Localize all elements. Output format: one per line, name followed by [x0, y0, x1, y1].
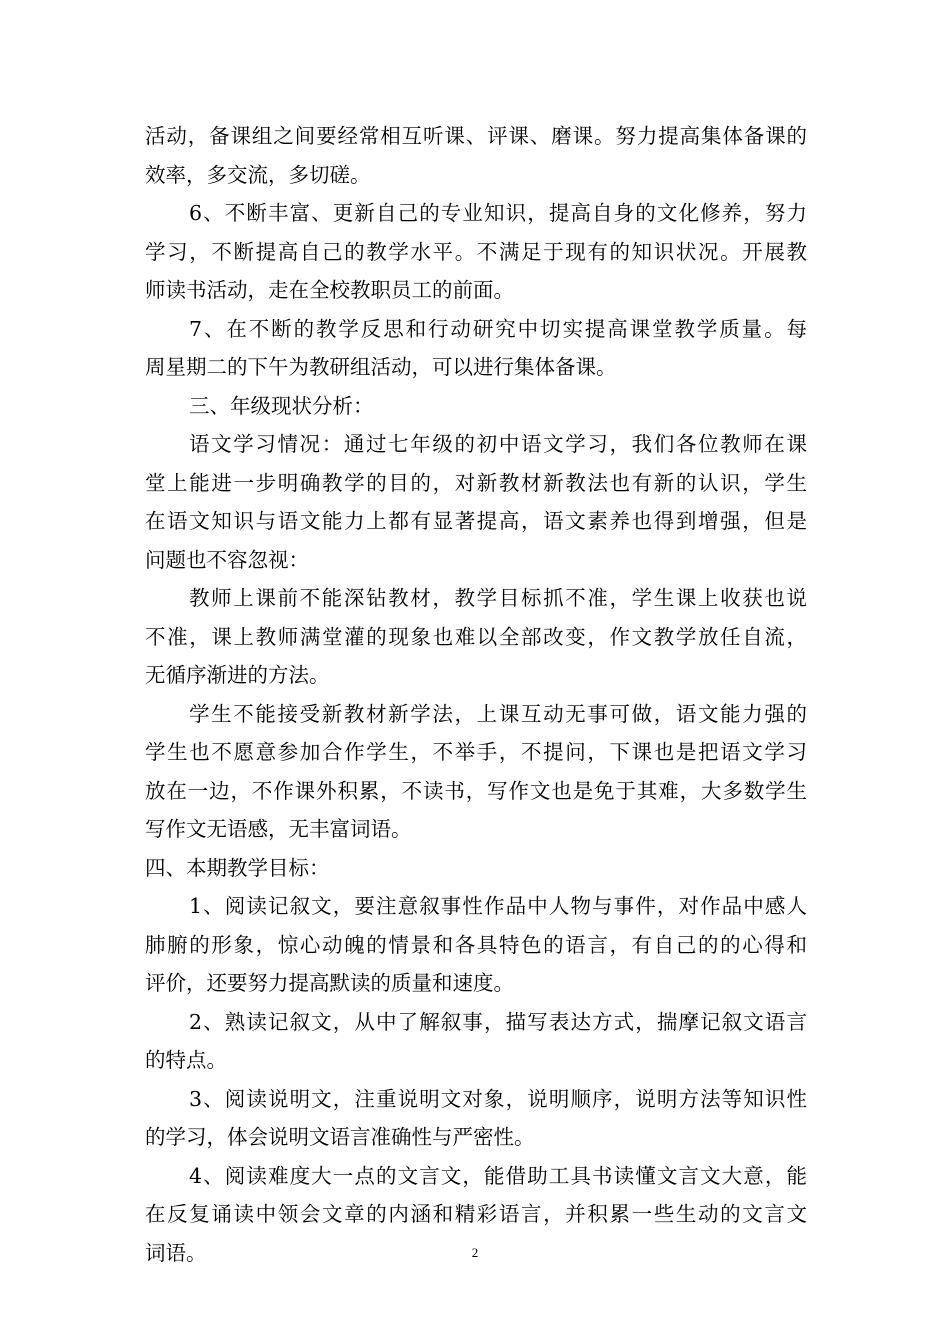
- text-line: 在语文知识与语文能力上都有显著提高，语文素养也得到增强，但是: [145, 509, 807, 533]
- text-line: 2、熟读记叙文，从中了解叙事，描写表达方式，揣摩记叙文语言: [189, 1009, 807, 1034]
- text-line: 的学习，体会说明文语言准确性与严密性。: [145, 1125, 535, 1149]
- text-line: 语文学习情况：通过七年级的初中语文学习，我们各位教师在课: [189, 432, 807, 456]
- text-line: 6、不断丰富、更新自己的专业知识，提高自身的文化修养，努力: [189, 201, 807, 225]
- text-line: 评价，还要努力提高默读的质量和速度。: [145, 971, 514, 995]
- text-line: 放在一边，不作课外积累，不读书，写作文也是免于其难，大多数学生: [145, 778, 807, 803]
- text-line: 堂上能进一步明确教学的目的，对新教材新教法也有新的认识，学生: [145, 470, 807, 495]
- text-line: 在反复诵读中领会文章的内涵和精彩语言，并积累一些生动的文言文: [145, 1202, 807, 1226]
- text-line: 学习，不断提高自己的教学水平。不满足于现有的知识状况。开展教: [145, 239, 807, 264]
- text-line: 学生不能接受新教材新学法，上课互动无事可做，语文能力强的: [189, 701, 807, 726]
- text-line: 问题也不容忽视：: [145, 547, 309, 572]
- text-line: 无循序渐进的方法。: [145, 663, 330, 687]
- text-line: 周星期二的下午为教研组活动，可以进行集体备课。: [145, 355, 617, 379]
- text-line: 教师上课前不能深钻教材，教学目标抓不准，学生课上收获也说: [189, 586, 807, 610]
- text-line: 师读书活动，走在全校教职员工的前面。: [145, 278, 514, 302]
- document-body: [145, 117, 807, 1272]
- text-line: 效率，多交流，多切磋。: [145, 162, 371, 187]
- text-line: 活动，备课组之间要经常相互听课、评课、磨课。努力提高集体备课的: [145, 124, 807, 148]
- text-line: 3、阅读说明文，注重说明文对象，说明顺序，说明方法等知识性: [189, 1086, 807, 1111]
- text-line: 学生也不愿意参加合作学生，不举手，不提问，下课也是把语文学习: [145, 740, 807, 764]
- text-line: 的特点。: [145, 1048, 227, 1072]
- text-line: 4、阅读难度大一点的文言文，能借助工具书读懂文言文大意，能: [189, 1163, 807, 1188]
- text-line: 词语。: [145, 1240, 207, 1265]
- text-line: 不准，课上教师满堂灌的现象也难以全部改变，作文教学放任自流，: [145, 624, 807, 649]
- section-heading: 四、本期教学目标：: [145, 855, 330, 880]
- section-heading: 三、年级现状分析：: [189, 393, 374, 418]
- text-line: 1、阅读记叙文，要注意叙事性作品中人物与事件，对作品中感人: [189, 894, 807, 918]
- page-number: 2: [471, 1245, 479, 1260]
- text-line: 肺腑的形象，惊心动魄的情景和各具特色的语言，有自己的的心得和: [145, 932, 807, 957]
- text-line: 写作文无语感，无丰富词语。: [145, 817, 412, 841]
- text-line: 7、在不断的教学反思和行动研究中切实提高课堂教学质量。每: [189, 316, 807, 341]
